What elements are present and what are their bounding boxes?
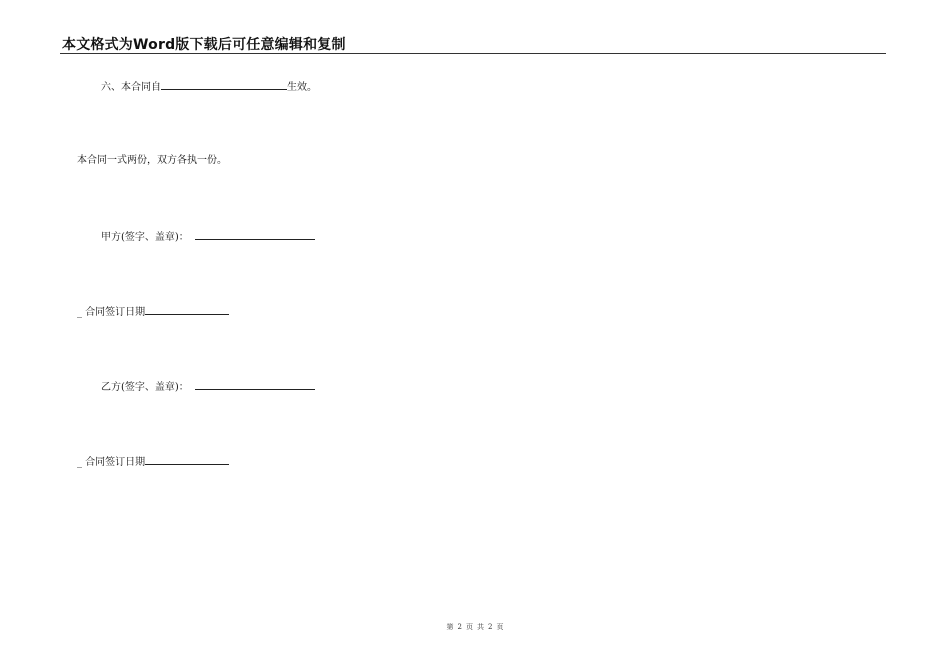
party-b-date-label: 合同签订日期: [85, 457, 146, 468]
party-b-date-underscore: _: [77, 457, 82, 468]
header-divider: [60, 53, 886, 54]
clause-6-prefix: 六、本合同自: [101, 82, 161, 93]
clause-6-effective-date: [101, 79, 317, 95]
party-b-date-blank: [145, 454, 229, 465]
party-b-label: 乙方(签字、盖章)：: [101, 382, 189, 393]
party-b-signature-line: [101, 379, 315, 395]
party-a-signature-line: [101, 229, 315, 245]
footer-gong: 共: [477, 623, 484, 631]
page-footer: [0, 622, 950, 632]
copies-note: 本合同一式两份，双方各执一份。: [77, 155, 227, 166]
document-header-title: 本文格式为Word版下载后可任意编辑和复制: [62, 37, 346, 53]
clause-6-suffix: 生效。: [287, 82, 317, 93]
party-a-date-blank: [145, 304, 229, 315]
footer-total-pages: 2: [488, 623, 493, 631]
effective-date-blank: [161, 79, 287, 90]
party-a-date-underscore: _: [77, 307, 82, 318]
party-a-date-line: [77, 304, 229, 320]
party-a-date-label: 合同签订日期: [85, 307, 146, 318]
footer-current-page: 2: [457, 623, 462, 631]
footer-ye-total: 页: [496, 623, 504, 631]
party-a-signature-blank: [195, 229, 315, 240]
party-a-label: 甲方(签字、盖章)：: [101, 232, 189, 243]
footer-ye: 页: [466, 623, 473, 631]
party-b-date-line: [77, 454, 229, 470]
party-b-signature-blank: [195, 379, 315, 390]
footer-di: 第: [446, 623, 454, 631]
